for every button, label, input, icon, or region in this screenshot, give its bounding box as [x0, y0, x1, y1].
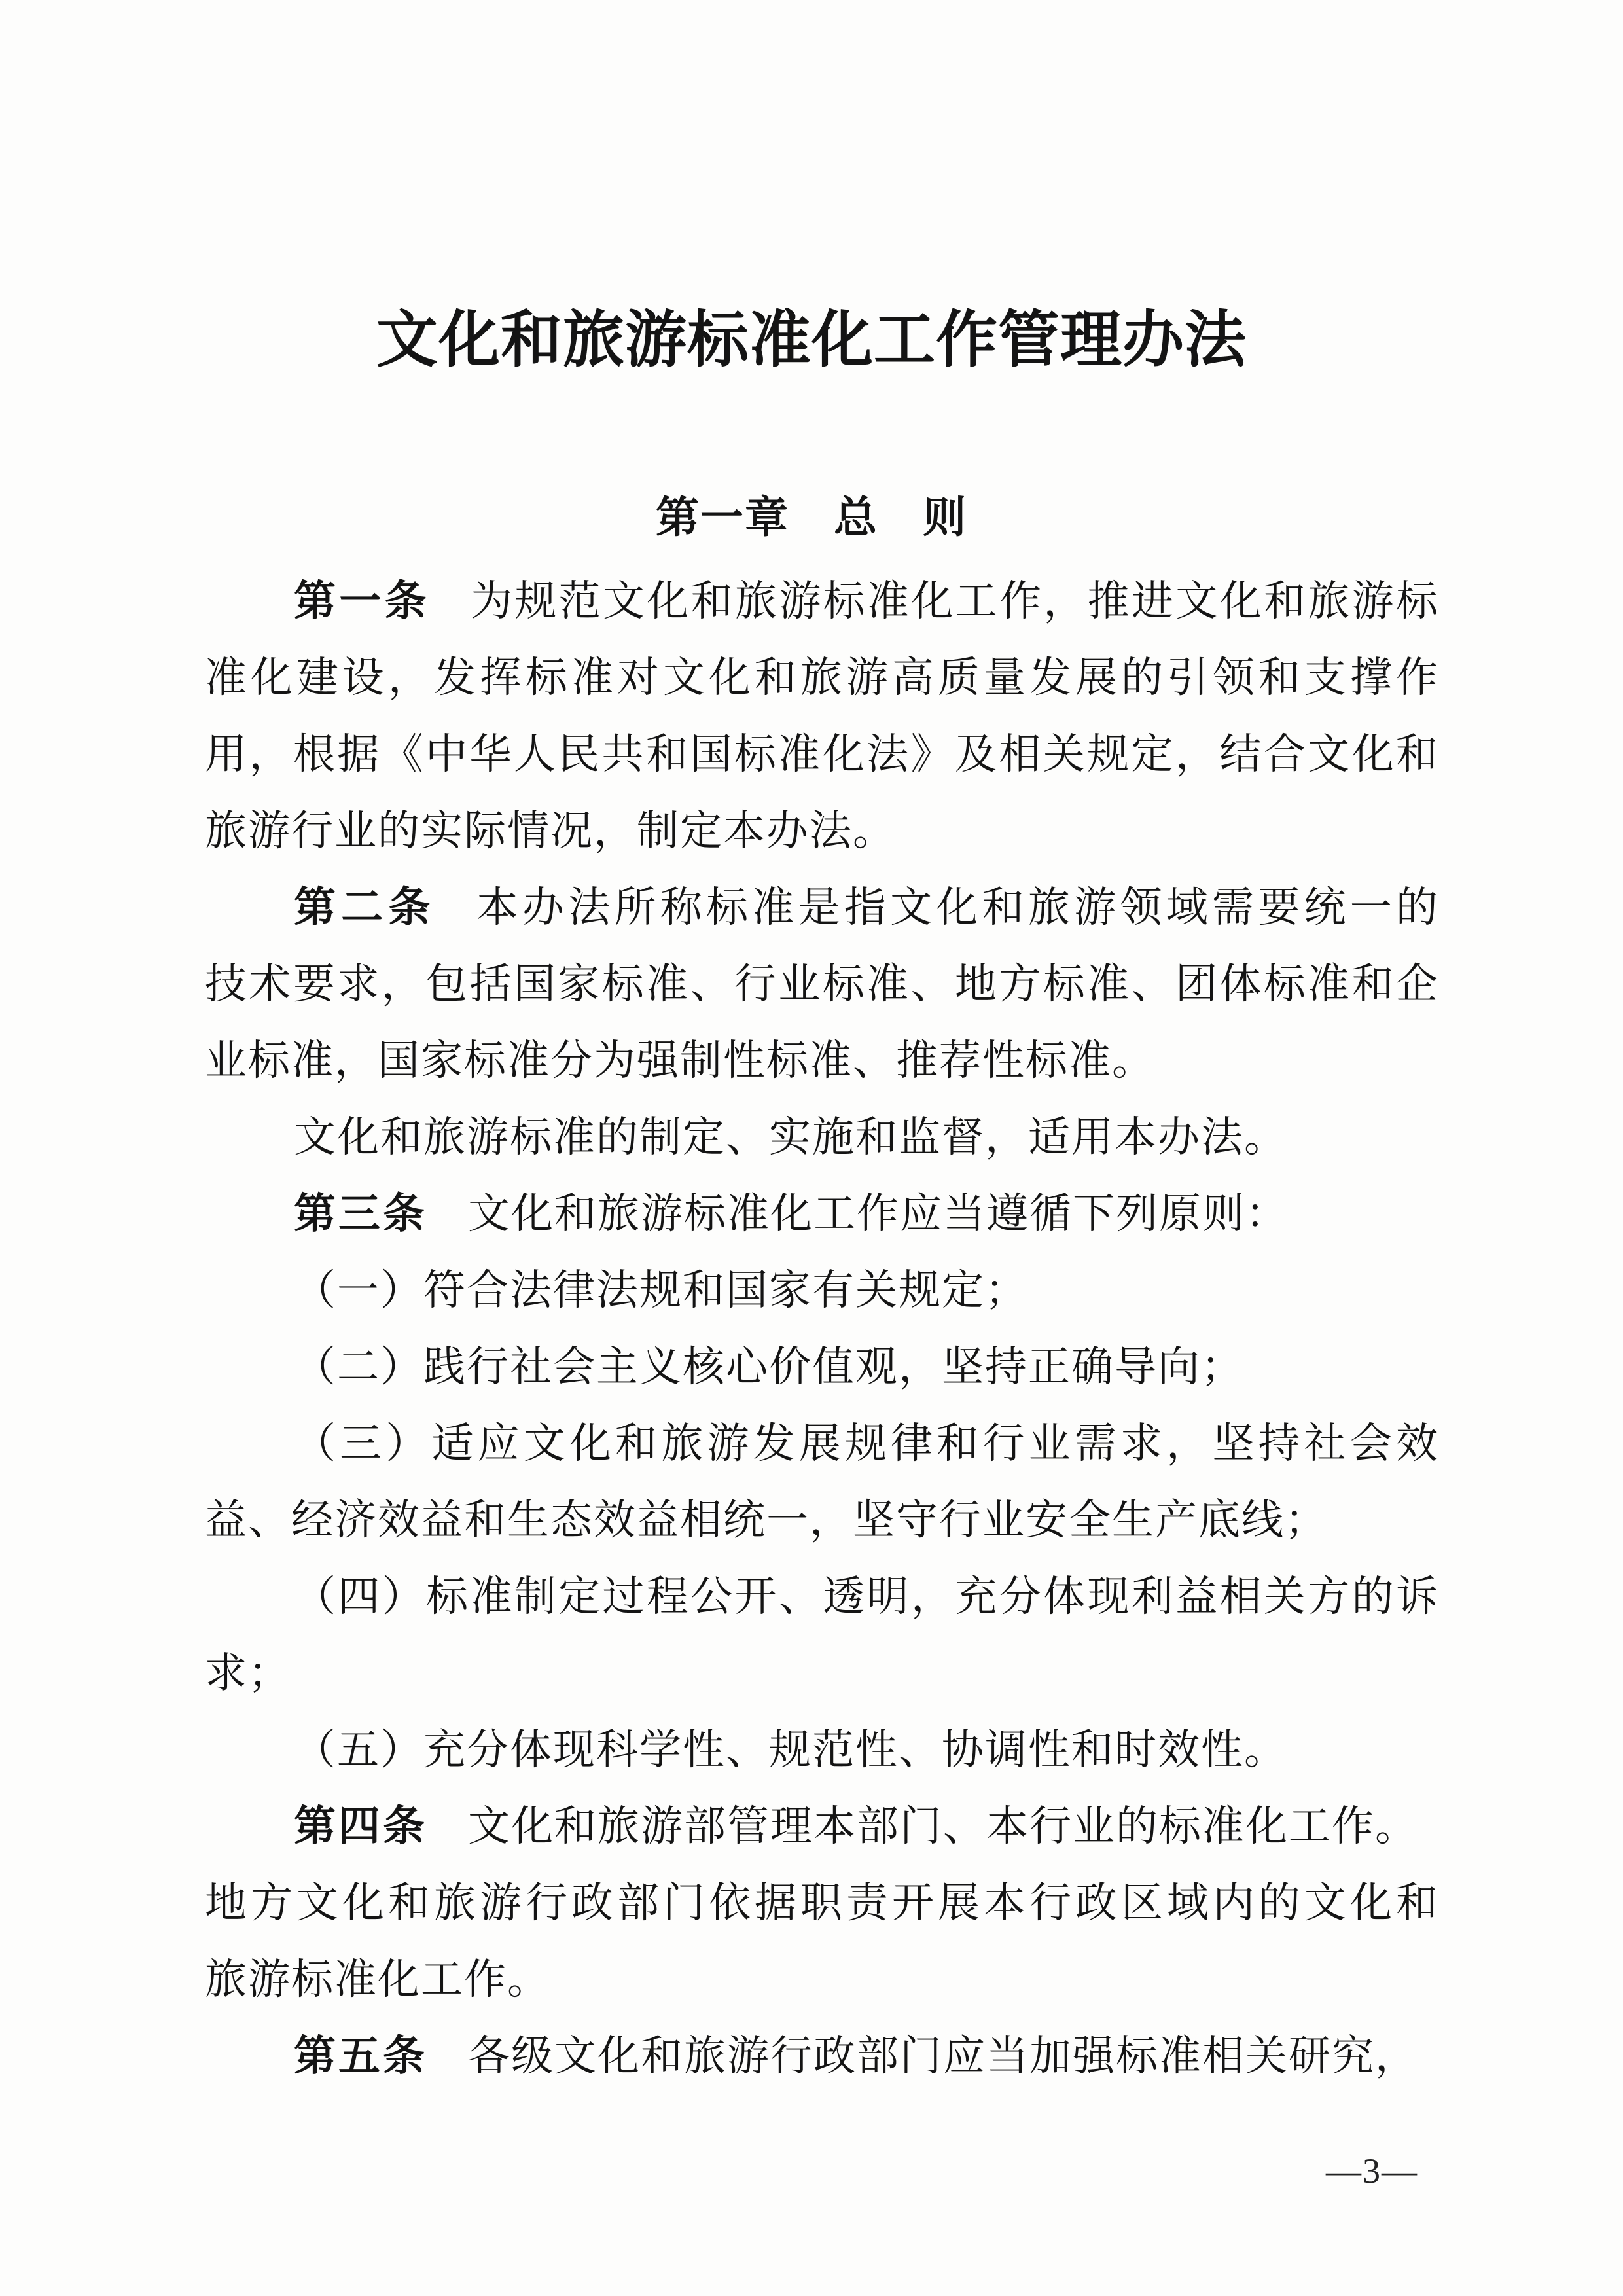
body-line	[205, 1405, 1439, 1482]
article-number: 第三条	[294, 1190, 427, 1237]
body-line	[205, 1865, 1439, 1941]
line-text: 文化和旅游标准化工作应当遵循下列原则：	[468, 1191, 1289, 1237]
article-number: 第四条	[294, 1803, 427, 1850]
line-text: （一）符合法律法规和国家有关规定；	[294, 1267, 1028, 1314]
body-line	[205, 1482, 1439, 1558]
body-line	[205, 563, 1439, 639]
line-text: 各级文化和旅游行政部门应当加强标准相关研究，	[468, 2033, 1418, 2079]
body-line	[205, 1099, 1439, 1175]
line-text: （五）充分体现科学性、规范性、协调性和时效性。	[294, 1727, 1287, 1773]
line-text: 业标准，国家标准分为强制性标准、推荐性标准。	[205, 1037, 1155, 1084]
line-text: （三）适应文化和旅游发展规律和行业需求，坚持社会效	[294, 1420, 1439, 1467]
body-line	[205, 1635, 1439, 1712]
body-line	[205, 639, 1439, 716]
line-text: 文化和旅游标准的制定、实施和监督，适用本办法。	[294, 1114, 1287, 1160]
line-text: 本办法所称标准是指文化和旅游领域需要统一的	[476, 884, 1440, 931]
body-line	[205, 1558, 1439, 1635]
document-title: 文化和旅游标准化工作管理办法	[376, 306, 1247, 374]
line-text: 旅游标准化工作。	[205, 1956, 550, 2003]
article-number: 第一条	[294, 577, 430, 624]
line-text: 求；	[205, 1650, 291, 1696]
body-line	[205, 716, 1439, 793]
line-text: （二）践行社会主义核心价值观，坚持正确导向；	[294, 1344, 1244, 1390]
body-line	[205, 2018, 1439, 2094]
line-text: （四）标准制定过程公开、透明，充分体现利益相关方的诉	[294, 1573, 1439, 1620]
line-text: 文化和旅游部管理本部门、本行业的标准化工作。	[468, 1803, 1418, 1850]
chapter-heading: 第一章 总 则	[656, 493, 967, 541]
body-line	[205, 1252, 1439, 1329]
line-text: 益、经济效益和生态效益相统一，坚守行业安全生产底线；	[205, 1497, 1328, 1543]
line-text: 旅游行业的实际情况，制定本办法。	[205, 808, 896, 854]
body-line	[205, 1941, 1439, 2018]
body-line	[205, 1329, 1439, 1405]
line-text: 为规范文化和旅游标准化工作，推进文化和旅游标	[471, 578, 1439, 624]
body-line	[205, 946, 1439, 1022]
line-text: 技术要求，包括国家标准、行业标准、地方标准、团体标准和企	[205, 961, 1439, 1007]
page-number: —3—	[1326, 2151, 1418, 2191]
article-number: 第五条	[294, 2032, 427, 2079]
article-number: 第二条	[294, 884, 436, 931]
line-text: 地方文化和旅游行政部门依据职责开展本行政区域内的文化和	[205, 1880, 1439, 1926]
body-line	[205, 869, 1439, 946]
body-line	[205, 1788, 1439, 1865]
body-line	[205, 1022, 1439, 1099]
body-line	[205, 1712, 1439, 1788]
line-text: 用，根据《中华人民共和国标准化法》及相关规定，结合文化和	[205, 731, 1439, 778]
body-line	[205, 793, 1439, 869]
document-body	[205, 563, 1439, 2094]
body-line	[205, 1175, 1439, 1252]
line-text: 准化建设，发挥标准对文化和旅游高质量发展的引领和支撑作	[205, 655, 1439, 701]
